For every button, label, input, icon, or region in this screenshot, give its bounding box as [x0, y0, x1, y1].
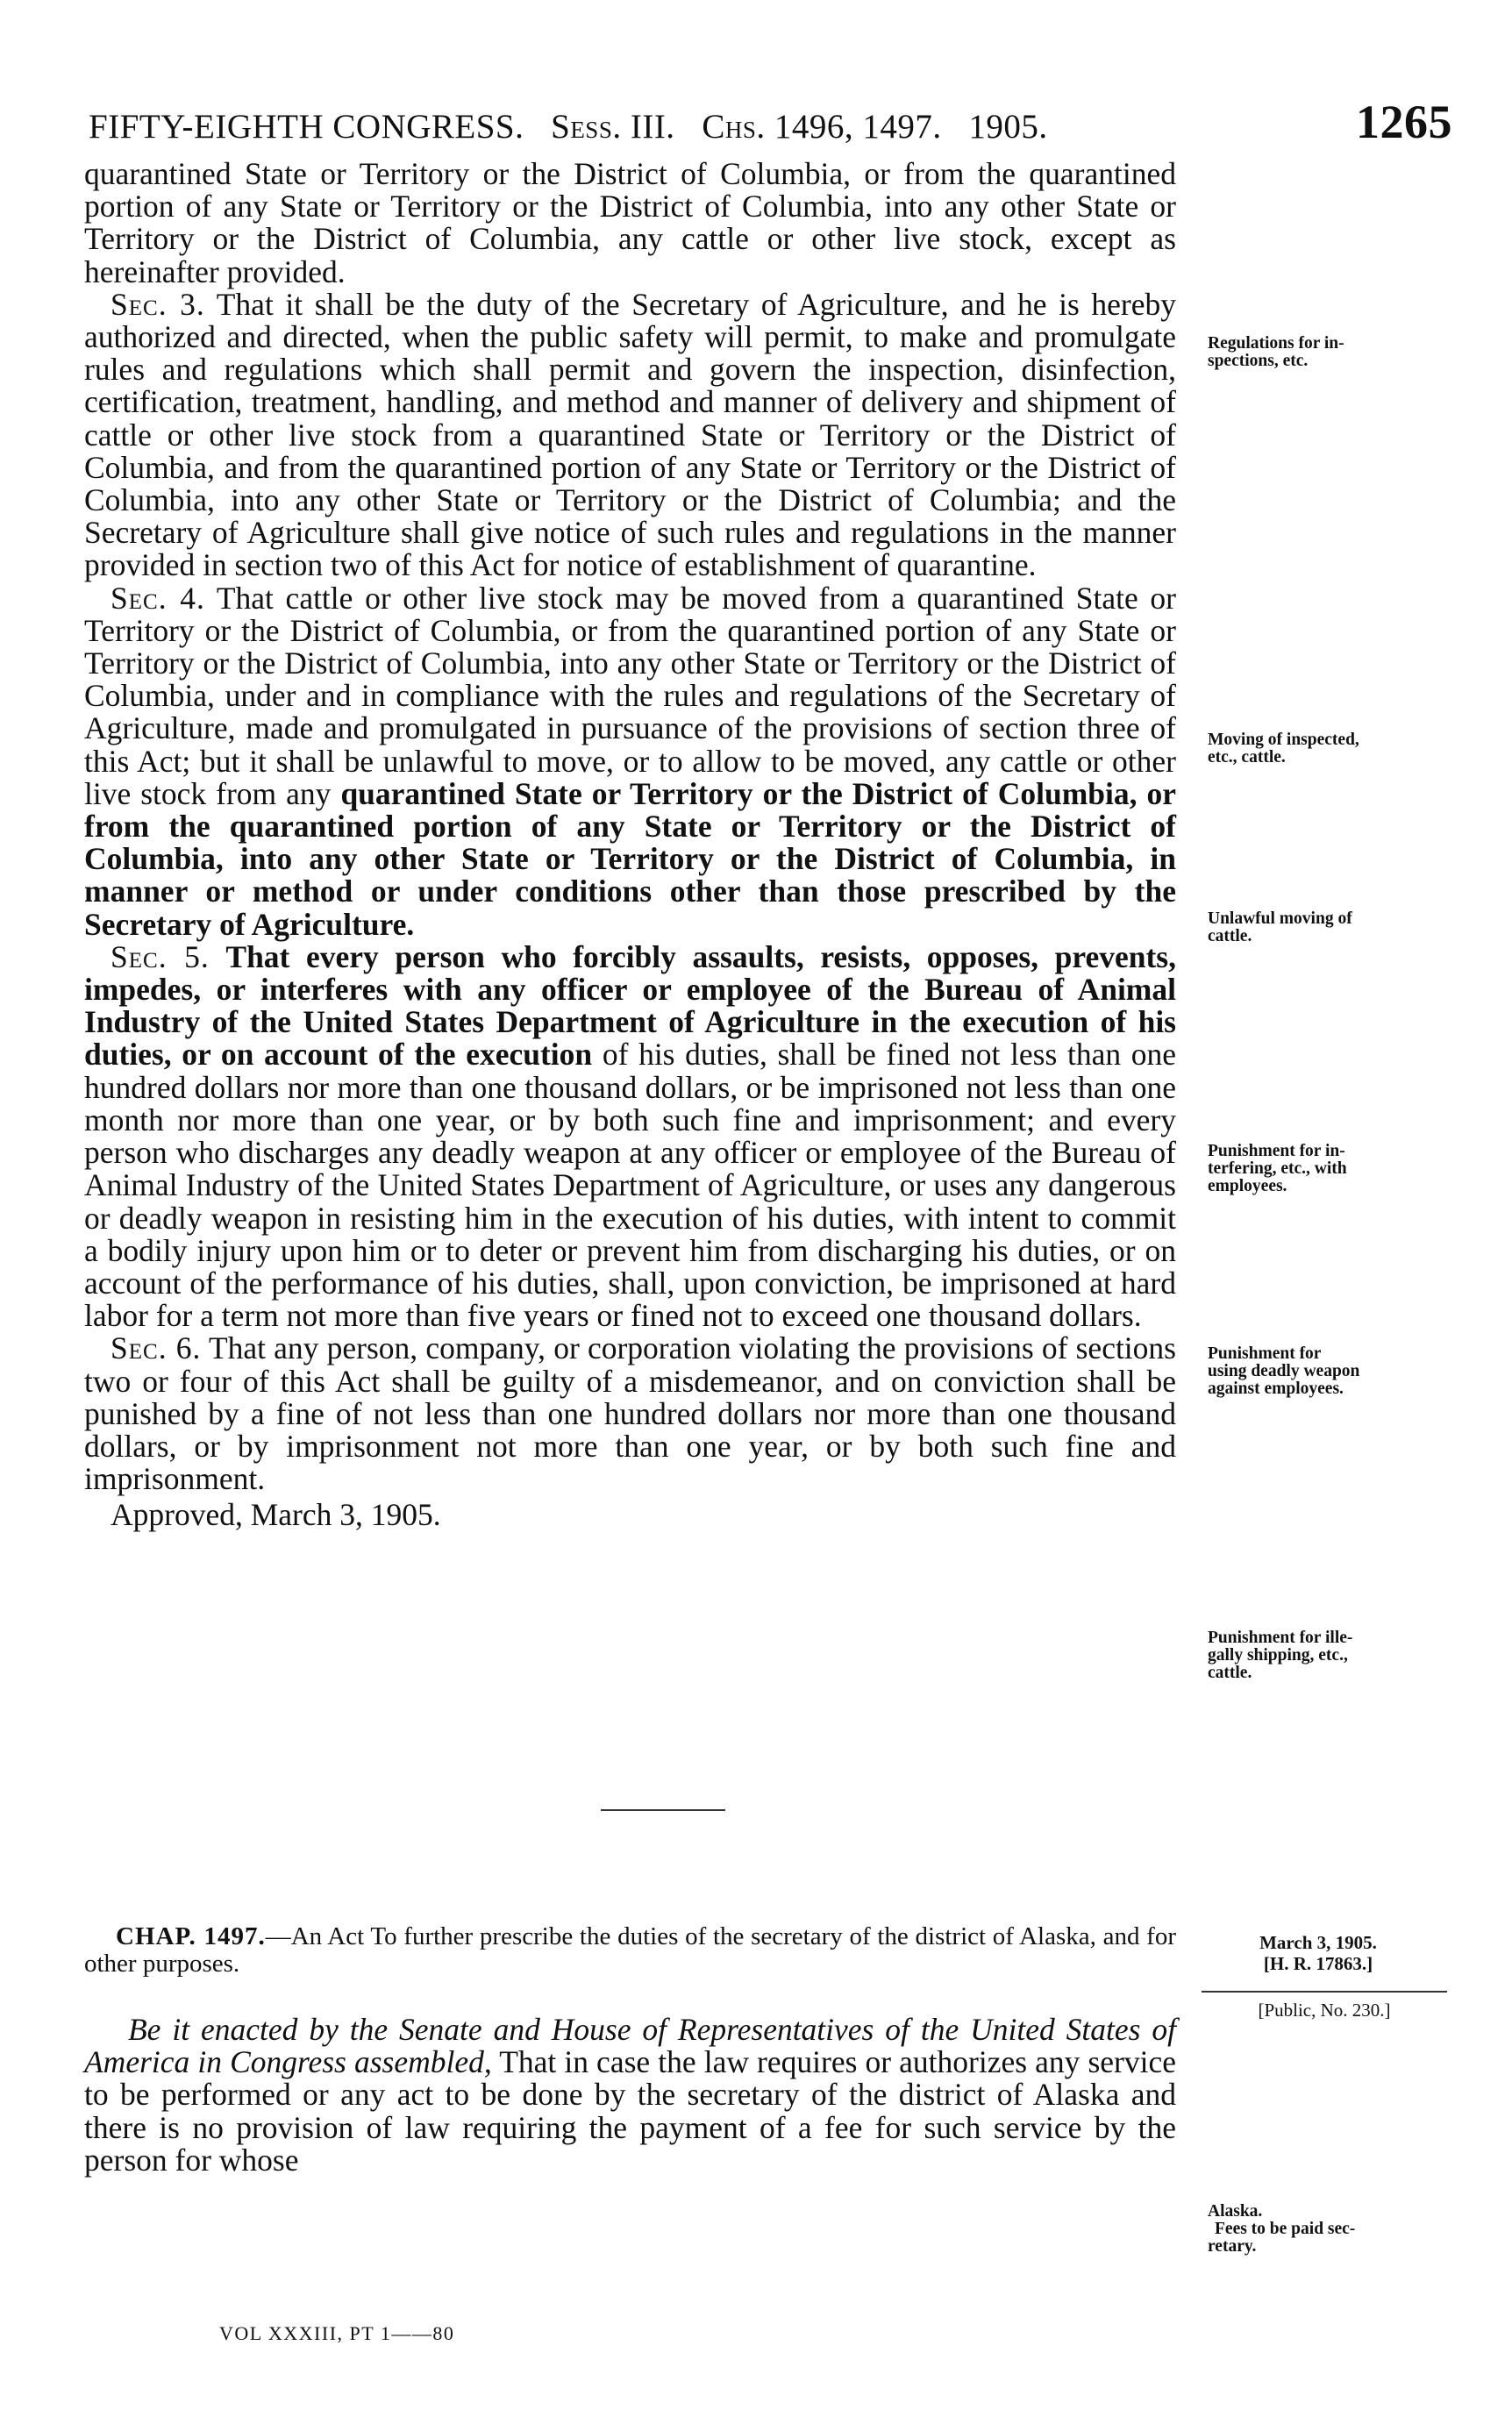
opening-paragraph: quarantined State or Territory or the District of Columbia, or from the quarantined portion of any State or Territory or the District of Columbia, into any other State or Territory or the District of Columbia, any cattle or other live stock, except as hereinafter provided. — [84, 156, 1176, 289]
section-divider — [601, 1809, 725, 1811]
margin-note-line: using deadly weapon — [1208, 1362, 1360, 1380]
section-4 — [84, 582, 1176, 941]
margin-note-line: Moving of inspected, — [1208, 731, 1359, 749]
margin-note-line: terfering, etc., with — [1208, 1159, 1347, 1178]
page-number: 1265 — [1356, 96, 1452, 148]
chapter-title: —An Act To further prescribe the duties of the secretary of the district of Alaska, and for other purposes. — [84, 1922, 1176, 1978]
margin-note-line: gally shipping, etc., — [1208, 1646, 1348, 1665]
margin-note-regulations — [1208, 335, 1436, 370]
section-6-label: Sec. 6. — [111, 1330, 202, 1366]
margin-note-line: spections, etc. — [1208, 352, 1309, 370]
margin-note-weapon — [1208, 1345, 1436, 1398]
chapter-date: March 3, 1905. — [1259, 1932, 1377, 1953]
margin-note-moving — [1208, 731, 1436, 766]
signature-line: VOL XXXIII, PT 1——80 — [219, 2322, 455, 2344]
margin-note-line: Punishment for in- — [1208, 1142, 1345, 1160]
chapters-label: Chs. 1496, 1497. — [702, 108, 942, 146]
congress-label: FIFTY-EIGHTH CONGRESS. — [89, 108, 524, 146]
enacting-text: That in case the law requires or authorizes any service to be performed or any act to be done by the secretary of the district of Alaska and there is no provision of law requiring the payment of a fee for such service by the person for whose — [84, 2044, 1176, 2178]
chapter-label: CHAP. 1497. — [116, 1922, 266, 1950]
margin-note-line: cattle. — [1208, 1664, 1252, 1682]
year-label: 1905. — [968, 108, 1048, 146]
section-4-text: That cattle or other live stock may be moved from a quarantined State or Territory or the District of Columbia, or from the quarantined portion of any State or Territory or the District of Columbia, into any other State or Territory or the District of Columbia, under and in compliance with the rules and regulations of the Secretary of Agriculture, made and promulgated in pursuance of the provisions of section three of this Act; but it shall be unlawful to move, or to allow to be moved, any cattle or other live stock from any — [84, 580, 1176, 811]
margin-note-line: Alaska. — [1208, 2202, 1263, 2221]
margin-note-line: Unlawful moving of — [1208, 909, 1352, 928]
section-6 — [84, 1332, 1176, 1495]
section-3 — [84, 286, 1176, 583]
section-5-label: Sec. 5. — [111, 938, 210, 974]
running-head-text — [89, 107, 1048, 146]
margin-note-line: against employees. — [1208, 1380, 1344, 1398]
margin-note-line: Punishment for ille- — [1208, 1629, 1353, 1647]
margin-note-line: Punishment for — [1208, 1344, 1322, 1363]
section-5-bold-text: That every person who forcibly assaults, resists, opposes, prevents, impedes, or interferes with any officer or employee of the Bureau of Animal Industry of the United States Department of Agriculture in the execution of his duties, or on account of the execution — [84, 938, 1177, 1073]
margin-note-line: retary. — [1208, 2237, 1257, 2256]
margin-note-line: employees. — [1208, 1177, 1287, 1195]
margin-note-shipping — [1208, 1629, 1436, 1682]
margin-note-line: Fees to be paid sec- — [1215, 2220, 1356, 2238]
section-5 — [84, 938, 1177, 1334]
margin-note-alaska — [1208, 2203, 1436, 2256]
section-5-text: of his duties, shall be fined not less than one hundred dollars nor more than one thousand dollars, or be imprisoned not less than one month nor more than one year, or by both such fine and imprisonment; and every person who discharges any deadly weapon at any officer or employee of the Bureau of Animal Industry of the United States Department of Agriculture, or uses any dangerous or deadly weapon in resisting him in the execution of his duties, with intent to commit a bodily injury upon him or to deter or prevent him from discharging his duties, or on account of the performance of his duties, shall, upon conviction, be imprisoned at hard labor for a term not more than five years or fined not to exceed one thousand dollars. — [84, 1037, 1176, 1334]
running-header — [89, 95, 1452, 156]
section-3-label: Sec. 3. — [111, 286, 205, 322]
margin-note-line: etc., cattle. — [1208, 748, 1286, 766]
margin-note-unlawful — [1208, 910, 1436, 945]
chapter-1497-heading — [84, 1923, 1176, 1978]
session-label: Sess. III. — [551, 108, 675, 146]
margin-note-line: cattle. — [1208, 927, 1252, 945]
public-law-number: [Public, No. 230.] — [1258, 2000, 1391, 2021]
margin-divider — [1202, 1991, 1447, 1993]
margin-note-line: Regulations for in- — [1208, 334, 1344, 353]
section-4-label: Sec. 4. — [111, 580, 205, 616]
section-3-text: That it shall be the duty of the Secretary of Agriculture, and he is hereby authorized and directed, when the public safety will permit, to make and promulgate rules and regulations which shall permit and govern the inspection, disinfection, certification, treatment, handling, and method and manner of delivery and shipment of cattle or other live stock from a quarantined State or Territory or the District of Columbia, and from the quarantined portion of any State or Territory or the District of Columbia, into any other State or Territory or the District of Columbia; and the Secretary of Agriculture shall give notice of such rules and regulations in the manner provided in section two of this Act for notice of establishment of quarantine. — [84, 286, 1176, 583]
section-4-bold-text: quarantined State or Territory or the District of Columbia, or from the quarantined portion of any State or Territory or the District of Columbia, into any other State or Territory or the District of Columbia, in manner or method or under conditions other than those prescribed by the Secretary of Agriculture. — [84, 775, 1176, 942]
enacting-paragraph — [84, 2014, 1176, 2177]
section-6-text: That any person, company, or corporation violating the provisions of sections two or four of this Act shall be guilty of a misdemeanor, and on conviction shall be punished by a fine of not less than one hundred dollars nor more than one thousand dollars, or by imprisonment not more than one year, or by both such fine and imprisonment. — [84, 1330, 1176, 1497]
approved-line: Approved, March 3, 1905. — [111, 1497, 441, 1533]
chapter-date-block — [1226, 1932, 1410, 1974]
enacting-clause — [84, 2014, 1176, 2177]
enacting-formula: Be it enacted by the Senate and House of Representatives of the United States of America in Congress assembled, — [84, 2012, 1176, 2080]
statute-text-column — [84, 158, 1176, 1532]
margin-note-interfering — [1208, 1143, 1436, 1195]
chapter-bill: [H. R. 17863.] — [1263, 1953, 1373, 1974]
